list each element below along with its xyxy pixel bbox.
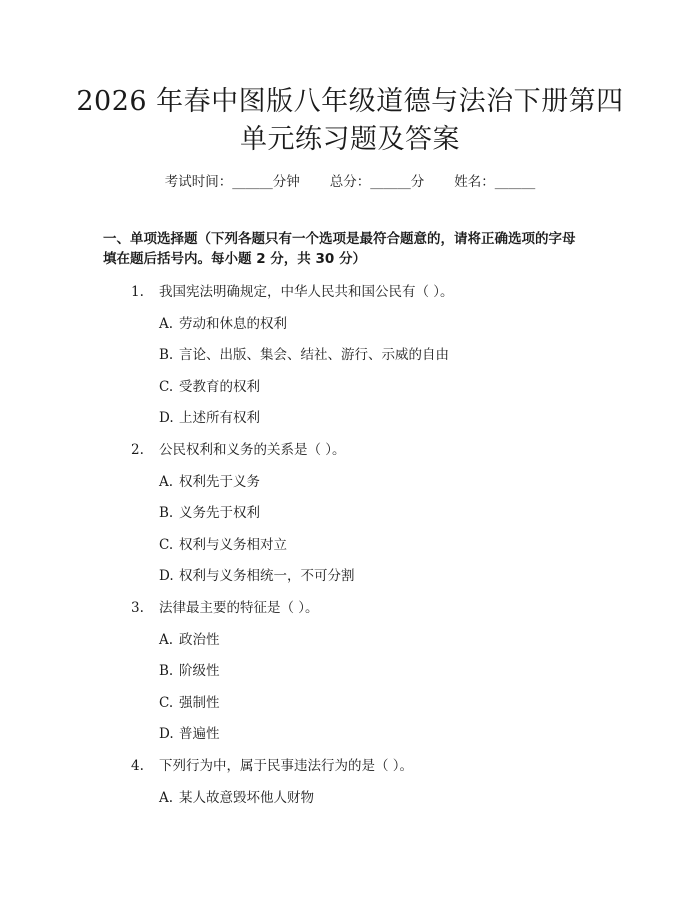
option	[159, 728, 220, 742]
option	[159, 792, 314, 806]
student-name-field: 姓名：______	[454, 174, 536, 190]
option-letter: A.	[159, 790, 174, 806]
option	[159, 570, 355, 584]
option-text: 权利与义务相对立	[179, 537, 287, 553]
option-letter: B.	[159, 663, 174, 679]
option	[159, 476, 260, 490]
option	[159, 381, 260, 395]
question-number: 3.	[131, 600, 144, 616]
option-letter: C.	[159, 379, 174, 395]
question-text: 公民权利和义务的关系是（ ）。	[159, 442, 346, 458]
option	[159, 634, 220, 648]
option	[159, 349, 449, 363]
option	[159, 539, 287, 553]
option-letter: B.	[159, 347, 174, 363]
option-text: 强制性	[179, 695, 220, 711]
document-title-line-2: 单元练习题及答案	[240, 124, 460, 155]
option-letter: A.	[159, 474, 174, 490]
option	[159, 507, 260, 521]
option-text: 普遍性	[179, 726, 220, 742]
option-text: 受教育的权利	[179, 379, 260, 395]
option	[159, 318, 287, 332]
option-text: 某人故意毁坏他人财物	[179, 790, 314, 806]
option-letter: D.	[159, 726, 174, 742]
option-text: 义务先于权利	[179, 505, 260, 521]
question-text: 下列行为中，属于民事违法行为的是（ ）。	[159, 758, 414, 774]
option-letter: B.	[159, 505, 174, 521]
section-heading-line-2: 填在题后括号内。每小题 2 分，共 30 分）	[103, 251, 366, 267]
option-letter: D.	[159, 410, 174, 426]
section-heading-line-1: 一、单项选择题（下列各题只有一个选项是最符合题意的，请将正确选项的字母	[103, 231, 576, 247]
option	[159, 665, 220, 679]
question-number: 4.	[131, 758, 144, 774]
option-letter: D.	[159, 568, 174, 584]
exam-info-row	[0, 170, 700, 190]
option	[159, 412, 260, 426]
option-text: 上述所有权利	[179, 410, 260, 426]
total-score-field: 总分：______分	[329, 174, 425, 190]
option-text: 劳动和休息的权利	[179, 316, 287, 332]
option-letter: C.	[159, 537, 174, 553]
exam-time-field: 考试时间：______分钟	[164, 174, 300, 190]
option-text: 言论、出版、集会、结社、游行、示威的自由	[179, 347, 449, 363]
document-title-line-1: 2026 年春中图版八年级道德与法治下册第四	[76, 86, 624, 117]
option-text: 权利与义务相统一，不可分割	[179, 568, 355, 584]
option	[159, 697, 220, 711]
question-number: 1.	[131, 284, 144, 300]
option-text: 权利先于义务	[179, 474, 260, 490]
option-letter: A.	[159, 316, 174, 332]
question-text: 法律最主要的特征是（ ）。	[159, 600, 319, 616]
option-letter: A.	[159, 632, 174, 648]
option-text: 阶级性	[179, 663, 220, 679]
question-number: 2.	[131, 442, 144, 458]
question-text: 我国宪法明确规定，中华人民共和国公民有（ ）。	[159, 284, 454, 300]
option-text: 政治性	[179, 632, 220, 648]
option-letter: C.	[159, 695, 174, 711]
